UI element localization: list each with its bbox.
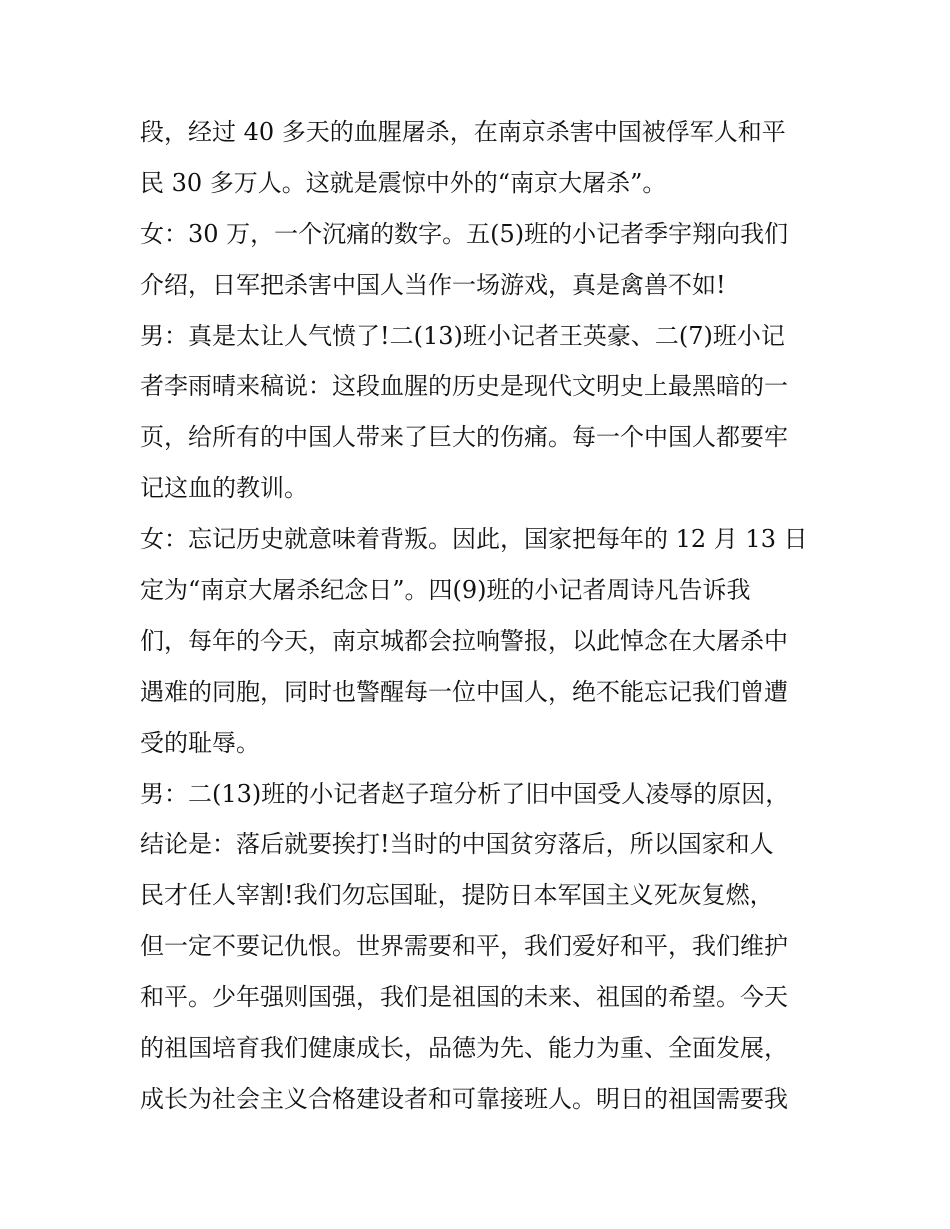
text-line: 受的耻辱。	[140, 728, 260, 757]
text-line: 结论是：落后就要挨打!当时的中国贫穷落后，所以国家和人	[140, 830, 774, 859]
text-line: 但一定不要记仇恨。世界需要和平，我们爱好和平，我们维护	[140, 932, 788, 961]
text-line: 女：30 万，一个沉痛的数字。五(5)班的小记者季宇翔向我们	[140, 219, 789, 248]
text-line: 段，经过 40 多天的血腥屠杀，在南京杀害中国被俘军人和平	[140, 118, 786, 146]
text-line: 成长为社会主义合格建设者和可靠接班人。明日的祖国需要我	[140, 1084, 788, 1113]
text-line: 民 30 多万人。这就是震惊中外的“南京大屠杀”。	[140, 168, 667, 197]
text-line: 定为“南京大屠杀纪念日”。四(9)班的小记者周诗凡告诉我	[140, 576, 751, 605]
text-line: 男：真是太让人气愤了!二(13)班小记者王英豪、二(7)班小记	[140, 321, 785, 350]
text-line: 者李雨晴来稿说：这段血腥的历史是现代文明史上最黑暗的一	[140, 372, 788, 401]
text-line: 们，每年的今天，南京城都会拉响警报，以此悼念在大屠杀中	[140, 626, 788, 655]
document-body	[140, 107, 820, 1125]
text-line: 页，给所有的中国人带来了巨大的伤痛。每一个中国人都要牢	[140, 423, 788, 452]
text-line: 民才任人宰割!我们勿忘国耻，提防日本军国主义死灰复燃，	[140, 881, 774, 910]
text-line: 和平。少年强则国强，我们是祖国的未来、祖国的希望。今天	[140, 983, 788, 1012]
text-line: 女：忘记历史就意味着背叛。因此，国家把每年的 12 月 13 日	[140, 525, 808, 554]
text-line: 遇难的同胞，同时也警醒每一位中国人，绝不能忘记我们曾遭	[140, 677, 788, 706]
text-line: 的祖国培育我们健康成长，品德为先、能力为重、全面发展，	[140, 1034, 788, 1063]
text-line: 男：二(13)班的小记者赵子瑄分析了旧中国受人凌辱的原因，	[140, 779, 790, 808]
text-line: 记这血的教训。	[140, 474, 308, 503]
text-line: 介绍，日军把杀害中国人当作一场游戏，真是禽兽不如!	[140, 270, 726, 299]
